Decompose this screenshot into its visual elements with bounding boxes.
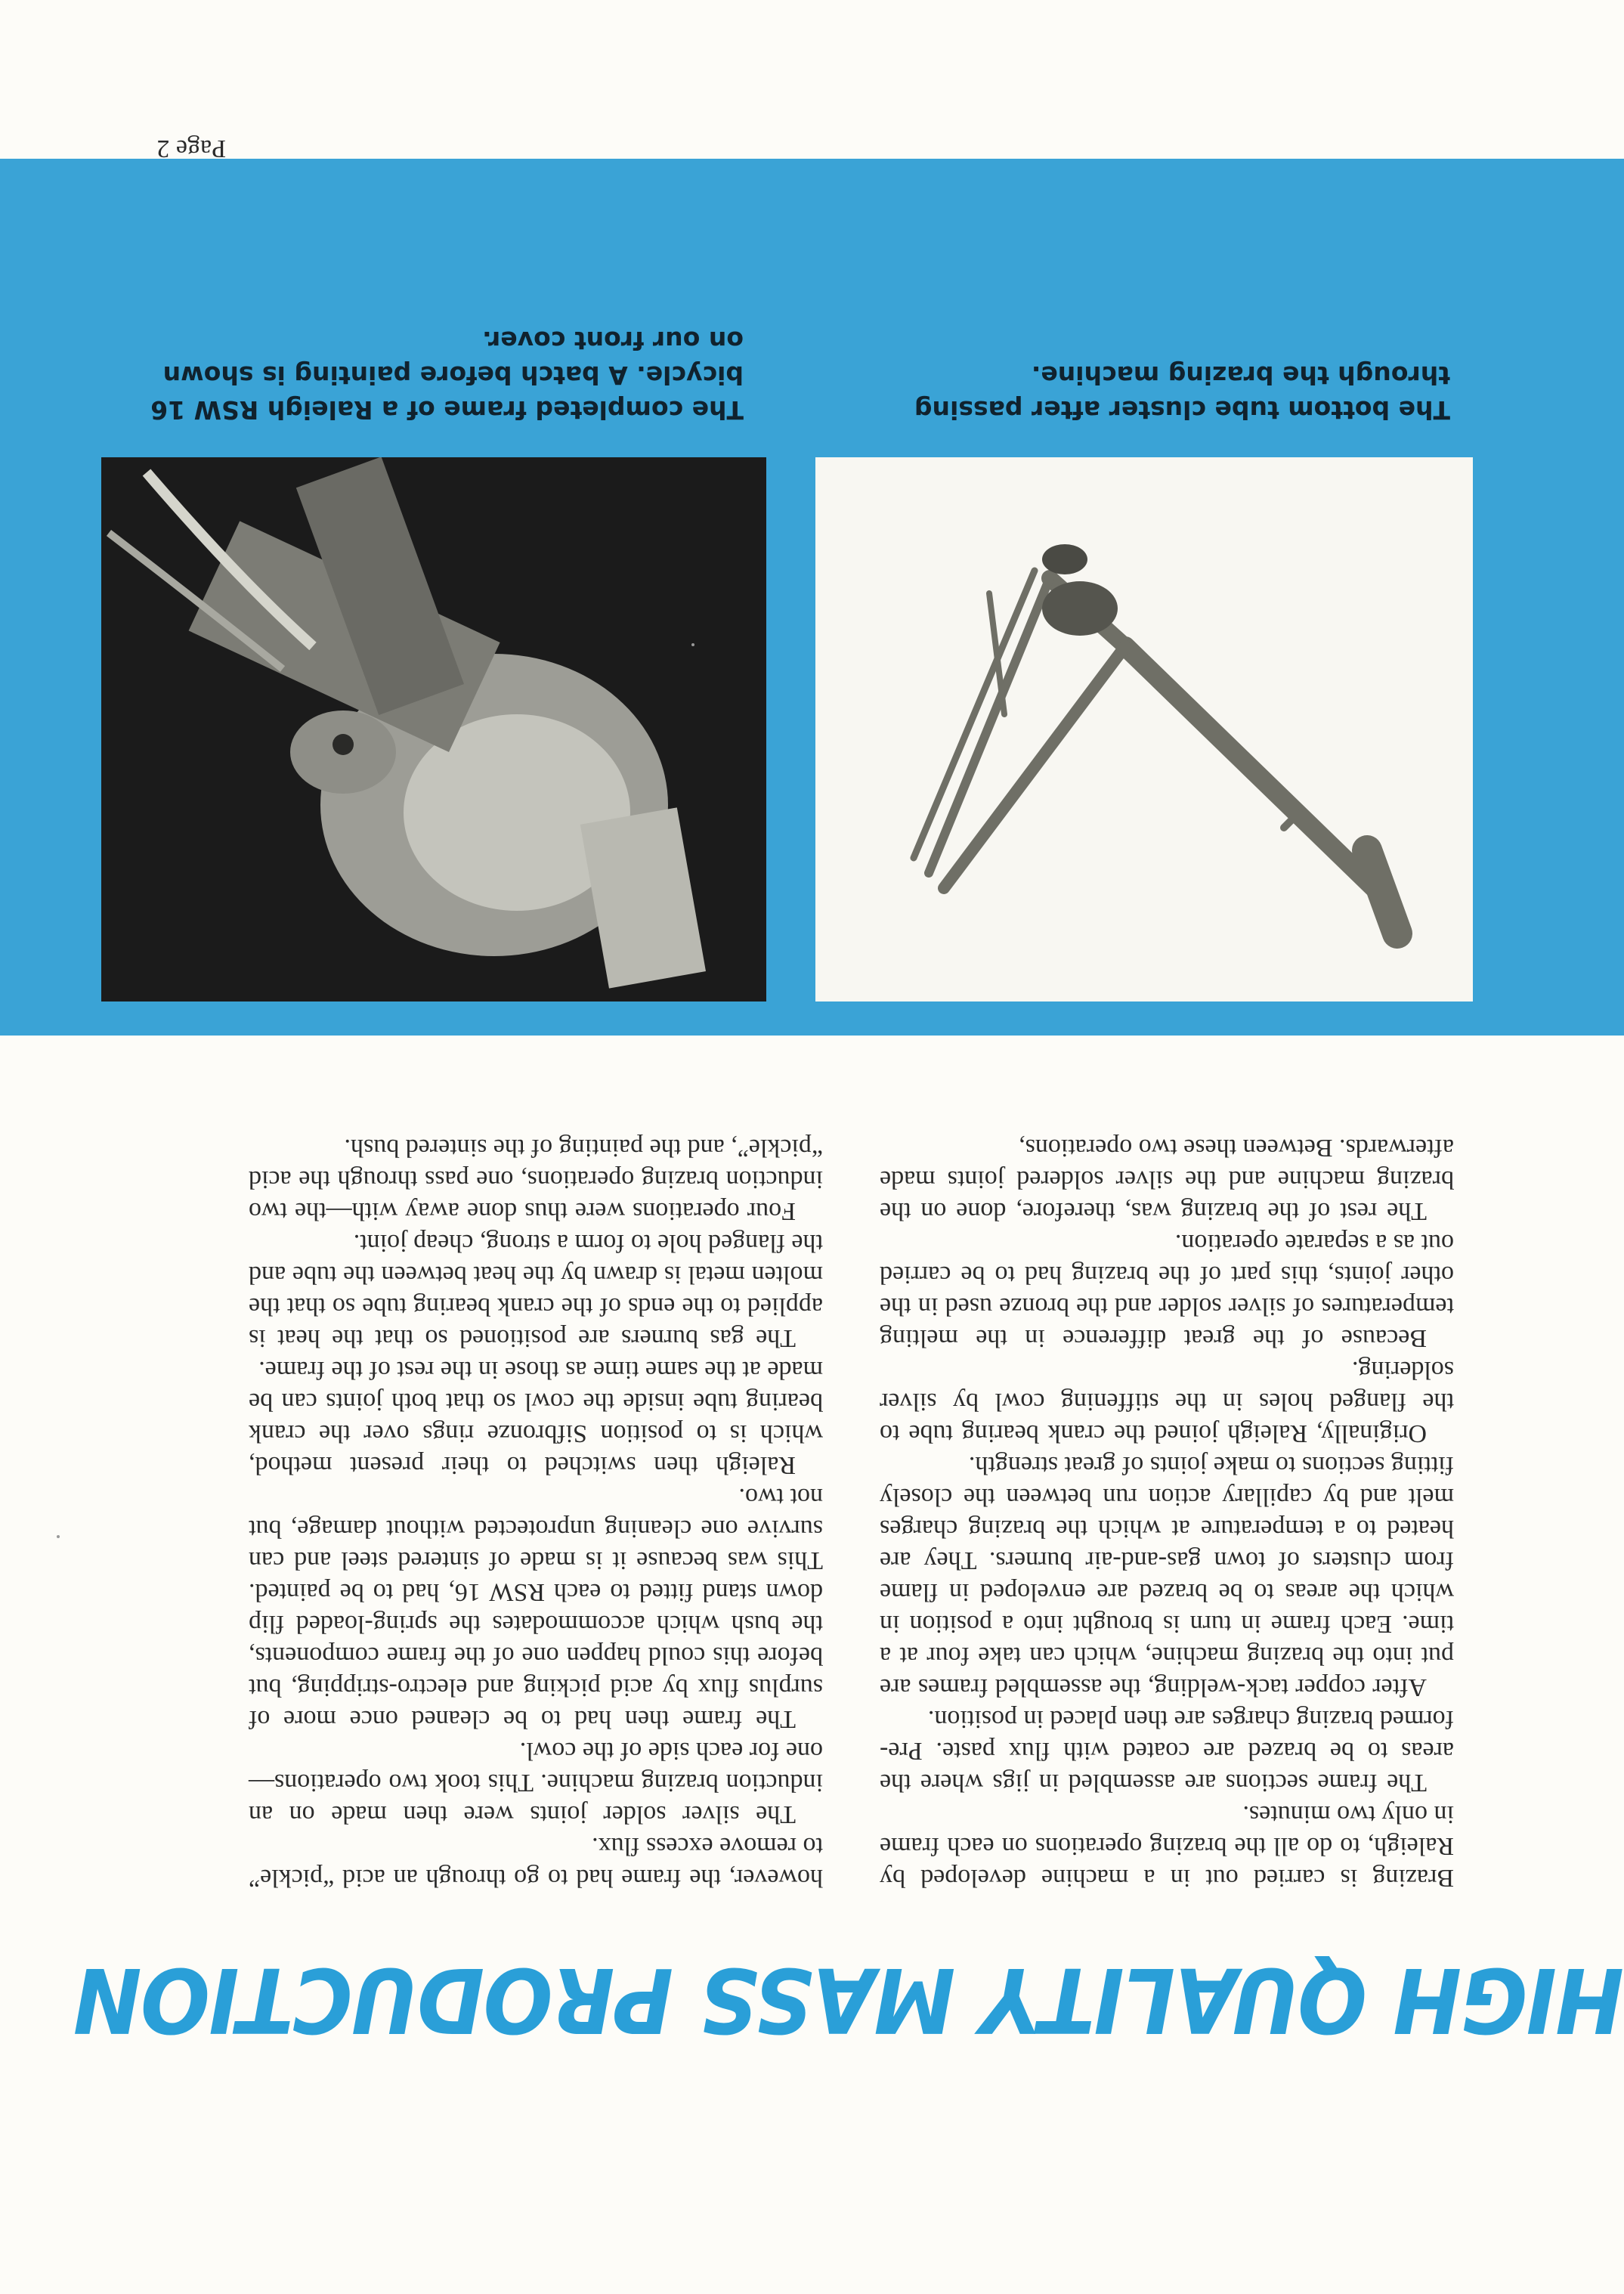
paragraph: Brazing is carried out in a machine developed by Raleigh, to do all the brazing operations on each frame in only two minutes. (880, 1800, 1454, 1892)
paragraph: The frame then had to be cleaned once more of surplus flux by acid picking and electro-stripping, but before this could happen one of the frame components, the bush which accommodates the spring-loaded flip down stand fitted to each RSW 16, had to be painted. This was because it is made of sintered steel and can survive one cleaning unprotected without damage, but not two. (249, 1483, 823, 1733)
frame-photo (815, 457, 1473, 1001)
bottom-tube-cluster-image (101, 457, 766, 1001)
brazed-cluster-photo (101, 457, 766, 1001)
article-column-right (249, 1132, 823, 1893)
paragraph: Raleigh then switched to their present method, which is to position Sifbronze rings over the crank bearing tube inside the cowl so that both joints can be made at the same time as those in the rest of the frame. (249, 1356, 823, 1479)
paragraph: Because of the great difference in the melting temperatures of silver solder and the bronze used in the other joints, this part of the brazing had to be carried out as a separate operation. (880, 1229, 1454, 1352)
print-speck (57, 1535, 60, 1538)
paragraph: After copper tack-welding, the assembled frames are put into the brazing machine, which can take four at a time. Each frame in turn is brought into a position in which the areas to be brazed are enveloped in flame from clusters of town gas-and-air burners. They are heated to a temperature at which the brazing charges melt and by capillary action run between the closely fitting sections to make joints of great strength. (880, 1451, 1454, 1701)
bicycle-frame-image (815, 457, 1473, 1001)
paragraph: however, the frame had to go through an acid “pickle” to remove excess flux. (249, 1832, 823, 1892)
paragraph: The frame sections are assembled in jigs where the areas to be brazed are coated with flux paste. Pre-formed brazing charges are then placed in position. (880, 1705, 1454, 1797)
paragraph: The rest of the brazing was, therefore, done on the brazing machine and the silver soldered joints made afterwards. Between these two operations, (880, 1134, 1454, 1225)
photo-caption: The bottom tube cluster after passing through the brazing machine. (914, 361, 1450, 425)
paragraph: The silver solder joints were then made on an induction brazing machine. This took two operations—one for each side of the cowl. (249, 1737, 823, 1828)
photo-caption: The completed frame of a Raleigh RSW 16 bicycle. A batch before painting is shown on our front cover. (150, 326, 744, 425)
paragraph: The gas burners are positioned so that the heat is applied to the ends of the crank bearing tube so that the molten metal is drawn by the heat between the tube and the flanged hole to form a strong, cheap joint. (249, 1229, 823, 1352)
page-number: Page 2 (156, 135, 226, 163)
print-speck (691, 643, 694, 646)
paragraph: Four operations were thus done away with—the two induction brazing operations, one pass through the acid “pickle”, and the painting of the sintered bush. (249, 1134, 823, 1225)
article-column-left (880, 1132, 1454, 1893)
page-title: HIGH QUALITY MASS PRODUCTION (74, 1948, 1624, 2052)
paragraph: Originally, Raleigh joined the crank bearing tube to the flanged holes in the stiffening cowl by silver soldering. (880, 1356, 1454, 1447)
